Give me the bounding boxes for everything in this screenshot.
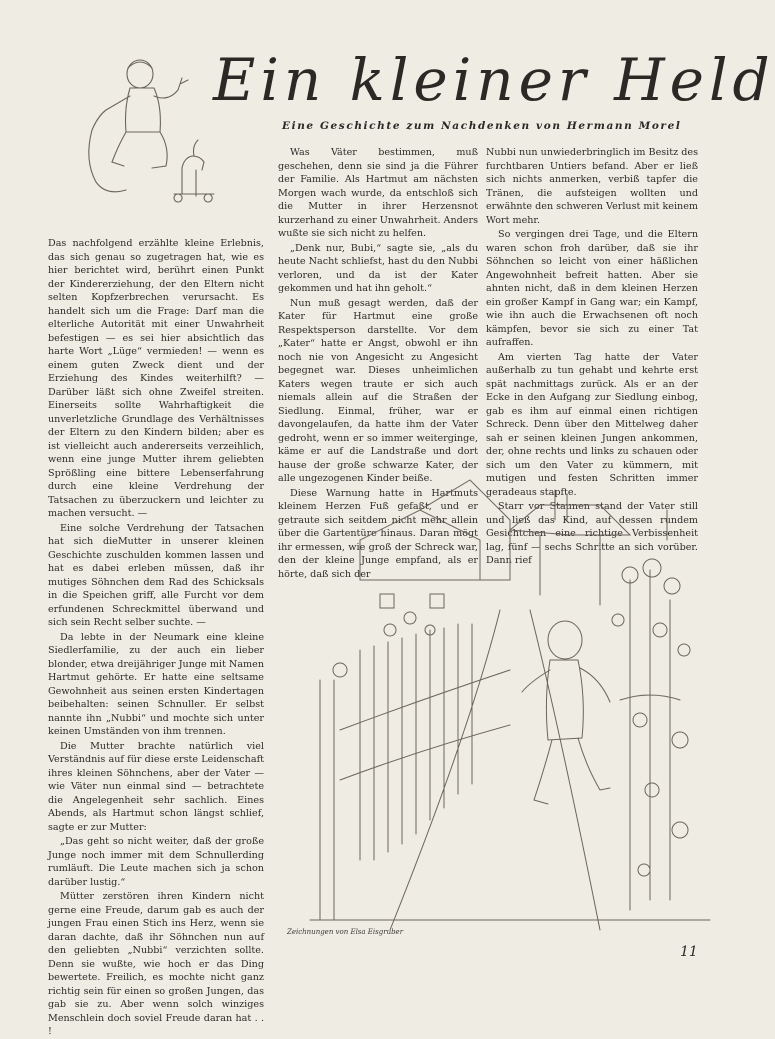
paragraph: Eine solche Verdrehung der Tatsachen hat sich dieMutter in unserer kleinen Geschichte zuschulden kommen lassen und hat es dabei erleben müssen, daß ihr mutiges Söhnchen dem Rad des Schicksals in die Speichen griff, alle Furcht vor dem erfundenen Schreckmittel überwand und sich sein Recht selber suchte. — xyxy=(48,522,264,628)
text-column-2 xyxy=(278,146,478,580)
text-column-1 xyxy=(48,237,264,1037)
paragraph: „Das geht so nicht weiter, daß der große Junge noch immer mit dem Schnullerding rumläuft. Die Leute machen sich ja schon darüber lustig.“ xyxy=(48,836,264,888)
paragraph: Starr vor Staunen stand der Vater still und ließ das Kind, auf dessen rundem Gesichtchen eine richtige Verbissenheit lag, fünf — sechs Schritte an sich vorüber. Dann rief xyxy=(486,501,698,566)
paragraph: Das nachfolgend erzählte kleine Erlebnis, das sich genau so zugetragen hat, wie es hier berichtet wird, berührt einen Punkt der Kindererziehung, der den Eltern nicht selten Kopfzerbrechen verursacht. Es handelt sich um die Frage: Darf man die elterliche Autorität mit einer Unwahrheit befestigen — es sei hier absichtlich das harte Wort „Lüge“ vermieden! — wenn es einem guten Zweck dient und der Erziehung des Kindes weiterhilft? — Darüber läßt sich ohne Zweifel streiten. Einerseits sollte Wahrhaftigkeit die unverletzliche Grundlage des Verhältnisses der Eltern zu den Kindern bilden; aber es ist vielleicht auch andererseits verzeihlich, wenn eine junge Mutter ihrem geliebten Sprößling eine bittere Lebenserfahrung durch eine kleine Verdrehung der Tatsachen zu überzuckern und leichter zu machen versucht. — xyxy=(48,238,264,519)
paragraph: Nun muß gesagt werden, daß der Kater für Hartmut eine große Respektsperson darstellte. Vor dem „Kater“ hatte er Angst, obwohl er ihn noch nie von Angesicht zu Angesicht begegnet war. Dieses unheimlichen Katers wegen traute er sich auch niemals allein auf die Straßen der Siedlung. Einmal, früher, war er davongelaufen, da hatte ihm der Vater gedroht, wenn er so immer weiterginge, käme er auf die Landstraße und dort hause der große schwarze Kater, der alle ungezogenen Kinder beiße. xyxy=(278,297,478,484)
paragraph: Am vierten Tag hatte der Vater außerhalb zu tun gehabt und kehrte erst spät nachmittags zurück. Als er an der Ecke in den Aufgang zur Siedlung einbog, gab es ihm auf einmal einen richtigen Schreck. Denn über den Mittelweg daher sah er seinen kleinen Jungen ankommen, der, ohne rechts und links zu schauen oder sich um den Vater zu kümmern, mit mutigen und festen Schritten immer geradeaus stapfte. xyxy=(486,351,698,498)
paragraph: Nubbi nun unwiederbringlich im Besitz des furchtbaren Untiers befand. Aber er ließ sich nichts anmerken, verbiß tapfer die Tränen, die aufsteigen wollten und erwähnte den schweren Verlust mit keinem Wort mehr. xyxy=(486,147,699,226)
page-number: 11 xyxy=(680,944,698,960)
paragraph: Mütter zerstören ihren Kindern nicht gerne eine Freude, darum gab es auch der jungen Frau einen Stich ins Herz, wenn sie daran dachte, daß ihr Söhnchen nun auf den geliebten „Nubbi“ verzichten sollte. Denn sie wußte, wie hoch er das Ding bewertete. Freilich, es mochte nicht ganz richtig sein für einen so großen Jungen, das gab sie zu. Aber wenn solch winziges Menschlein doch soviel Freude daran hat . . ! xyxy=(48,891,264,1037)
article-title: Ein kleiner Held xyxy=(213,46,775,114)
text-column-3 xyxy=(486,146,699,566)
paragraph: Da lebte in der Neumark eine kleine Siedlerfamilie, zu der auch ein lieber blonder, etwa dreijähriger Junge mit Namen Hartmut gehörte. Er hatte eine seltsame Gewohnheit aus seinen ersten Kindertagen beibehalten: seinen Schnuller. Er selbst nannte ihn „Nubbi“ und mochte sich unter keinen Umständen von ihm trennen. xyxy=(48,631,264,737)
paragraph: „Denk nur, Bubi,“ sagte sie, „als du heute Nacht schliefst, hast du den Nubbi verloren, und da ist der Kater gekommen und hat ihn geholt.“ xyxy=(278,242,478,294)
paragraph: So vergingen drei Tage, und die Eltern waren schon froh darüber, daß sie ihr Söhnchen so leicht von einer häßlichen Angewohnheit befreit hatten. Aber sie ahnten nicht, daß in dem kleinen Herzen ein großer Kampf in Gang war; ein Kampf, wie ihn auch die Erwachsenen oft noch kämpfen, bevor sie sich zu einer Tat aufraffen. xyxy=(486,229,698,348)
article-subtitle: Eine Geschichte zum Nachdenken von Hermann Morel xyxy=(282,120,682,132)
illustration-credit: Zeichnungen von Elsa Eisgruber xyxy=(287,928,404,936)
paragraph: Die Mutter brachte natürlich viel Verständnis auf für diese erste Leidenschaft ihres kleinen Söhnchens, aber der Vater — wie Väter nun einmal sind — betrachtete die Angelegenheit sehr sachlich. Eines Abends, als Hartmut schon längst schlief, sagte er zur Mutter: xyxy=(48,740,264,833)
boy-walking-lane-illustration xyxy=(300,490,710,930)
boy-with-toy-horse-illustration xyxy=(70,52,220,222)
paragraph: Was Väter bestimmen, muß geschehen, denn sie sind ja die Führer der Familie. Als Hartmut am nächsten Morgen wach wurde, da entschloß sich die Mutter in ihrer Herzensnot kurzerhand zu einer Unwahrheit. Anders wußte sie sich nicht zu helfen. xyxy=(278,147,478,239)
paragraph: Diese Warnung hatte in Hartmuts kleinem Herzen Fuß gefaßt, und er getraute sich seitdem nicht mehr allein über die Gartentüre hinaus. Daran mögt ihr ermessen, wie groß der Schreck war, den der kleine Junge empfand, als er hörte, daß sich der xyxy=(278,487,478,580)
